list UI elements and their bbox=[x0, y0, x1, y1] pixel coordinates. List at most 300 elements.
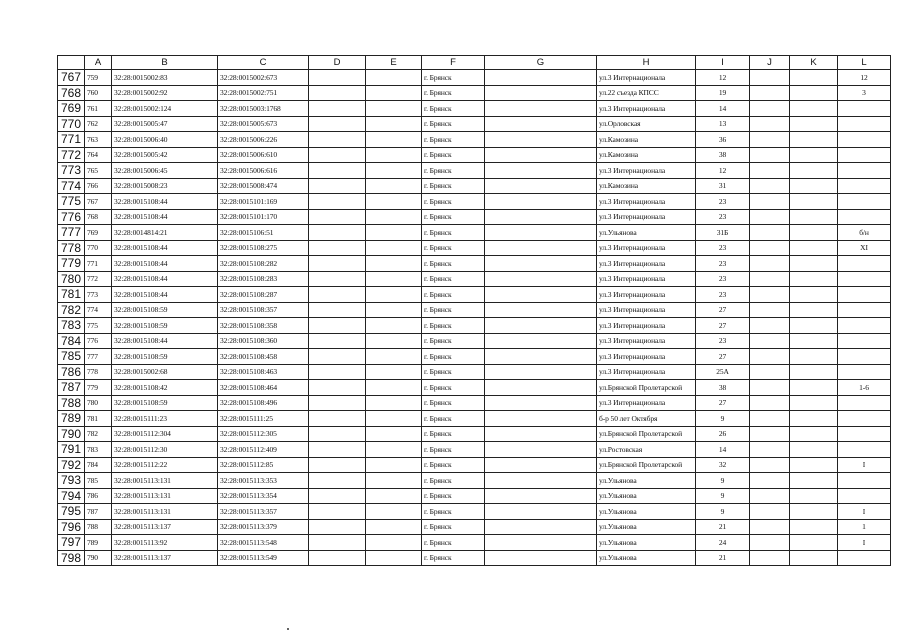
cell-c: 32:28:0015006:226 bbox=[218, 132, 309, 148]
table-row bbox=[58, 364, 891, 380]
cell-g bbox=[485, 488, 597, 504]
table-row bbox=[58, 147, 891, 163]
table-row bbox=[58, 132, 891, 148]
cell-g bbox=[485, 473, 597, 489]
table-row bbox=[58, 380, 891, 396]
cell-a: 772 bbox=[85, 271, 112, 287]
cell-l: XI bbox=[838, 240, 891, 256]
cell-k bbox=[790, 349, 838, 365]
cell-k bbox=[790, 163, 838, 179]
cell-g bbox=[485, 101, 597, 117]
cell-j bbox=[750, 333, 790, 349]
cell-k bbox=[790, 535, 838, 551]
cell-j bbox=[750, 132, 790, 148]
cell-h: ул.Ульянова bbox=[597, 488, 696, 504]
cell-b: 32:28:0015002:124 bbox=[112, 101, 218, 117]
cell-g bbox=[485, 302, 597, 318]
row-number: 773 bbox=[58, 163, 85, 179]
cell-e bbox=[366, 116, 422, 132]
cell-d bbox=[309, 85, 366, 101]
cell-c: 32:28:0015113:354 bbox=[218, 488, 309, 504]
cell-c: 32:28:0015108:282 bbox=[218, 256, 309, 272]
cell-e bbox=[366, 225, 422, 241]
cell-d bbox=[309, 240, 366, 256]
cell-d bbox=[309, 256, 366, 272]
cell-a: 784 bbox=[85, 457, 112, 473]
cell-e bbox=[366, 209, 422, 225]
cell-a: 768 bbox=[85, 209, 112, 225]
row-number: 769 bbox=[58, 101, 85, 117]
cell-l: I bbox=[838, 457, 891, 473]
cell-a: 759 bbox=[85, 70, 112, 86]
cell-b: 32:28:0015113:137 bbox=[112, 519, 218, 535]
cell-i: 31Б bbox=[696, 225, 750, 241]
cell-c: 32:28:0015106:51 bbox=[218, 225, 309, 241]
cell-h: ул.Ульянова bbox=[597, 519, 696, 535]
cell-e bbox=[366, 457, 422, 473]
cell-a: 775 bbox=[85, 318, 112, 334]
cell-l bbox=[838, 116, 891, 132]
cell-f: г. Брянск bbox=[422, 209, 485, 225]
cell-f: г. Брянск bbox=[422, 225, 485, 241]
cell-a: 787 bbox=[85, 504, 112, 520]
cell-a: 767 bbox=[85, 194, 112, 210]
cell-b: 32:28:0015112:22 bbox=[112, 457, 218, 473]
cell-g bbox=[485, 209, 597, 225]
row-number: 793 bbox=[58, 473, 85, 489]
cell-l: 1-6 bbox=[838, 380, 891, 396]
cell-g bbox=[485, 442, 597, 458]
cell-g bbox=[485, 318, 597, 334]
cell-g bbox=[485, 256, 597, 272]
cell-i: 23 bbox=[696, 287, 750, 303]
row-number: 770 bbox=[58, 116, 85, 132]
cell-j bbox=[750, 426, 790, 442]
cell-d bbox=[309, 364, 366, 380]
cell-g bbox=[485, 457, 597, 473]
cell-i: 24 bbox=[696, 535, 750, 551]
cell-c: 32:28:0015108:275 bbox=[218, 240, 309, 256]
cell-a: 788 bbox=[85, 519, 112, 535]
cell-i: 12 bbox=[696, 163, 750, 179]
cell-h: ул.Камозина bbox=[597, 147, 696, 163]
cell-f: г. Брянск bbox=[422, 70, 485, 86]
cell-i: 25А bbox=[696, 364, 750, 380]
cell-j bbox=[750, 302, 790, 318]
cell-f: г. Брянск bbox=[422, 519, 485, 535]
cell-c: 32:28:0015108:458 bbox=[218, 349, 309, 365]
table-row bbox=[58, 535, 891, 551]
cell-j bbox=[750, 349, 790, 365]
cell-d bbox=[309, 132, 366, 148]
cell-k bbox=[790, 504, 838, 520]
cell-k bbox=[790, 194, 838, 210]
cell-d bbox=[309, 411, 366, 427]
cell-i: 31 bbox=[696, 178, 750, 194]
cell-l bbox=[838, 473, 891, 489]
cell-e bbox=[366, 349, 422, 365]
cell-b: 32:28:0015108:44 bbox=[112, 194, 218, 210]
cell-k bbox=[790, 287, 838, 303]
cell-c: 32:28:0015108:464 bbox=[218, 380, 309, 396]
cell-b: 32:28:0015108:44 bbox=[112, 287, 218, 303]
row-number: 788 bbox=[58, 395, 85, 411]
cell-e bbox=[366, 318, 422, 334]
table-row bbox=[58, 349, 891, 365]
cell-k bbox=[790, 256, 838, 272]
cell-h: ул.3 Интернационала bbox=[597, 395, 696, 411]
cell-i: 27 bbox=[696, 318, 750, 334]
row-number: 792 bbox=[58, 457, 85, 473]
cell-i: 9 bbox=[696, 504, 750, 520]
cell-i: 27 bbox=[696, 302, 750, 318]
cell-b: 32:28:0015108:44 bbox=[112, 333, 218, 349]
cell-c: 32:28:0015111:25 bbox=[218, 411, 309, 427]
row-number: 787 bbox=[58, 380, 85, 396]
row-number: 771 bbox=[58, 132, 85, 148]
cell-d bbox=[309, 318, 366, 334]
cell-k bbox=[790, 442, 838, 458]
table-row bbox=[58, 116, 891, 132]
cell-j bbox=[750, 504, 790, 520]
cell-a: 782 bbox=[85, 426, 112, 442]
cell-d bbox=[309, 550, 366, 566]
row-number: 779 bbox=[58, 256, 85, 272]
cell-b: 32:28:0014814:21 bbox=[112, 225, 218, 241]
cell-j bbox=[750, 364, 790, 380]
cell-h: ул.Ульянова bbox=[597, 504, 696, 520]
cell-j bbox=[750, 535, 790, 551]
cell-l bbox=[838, 488, 891, 504]
cell-b: 32:28:0015006:40 bbox=[112, 132, 218, 148]
cell-a: 764 bbox=[85, 147, 112, 163]
cell-e bbox=[366, 85, 422, 101]
cell-c: 32:28:0015113:357 bbox=[218, 504, 309, 520]
cell-e bbox=[366, 163, 422, 179]
table-row bbox=[58, 442, 891, 458]
cell-k bbox=[790, 101, 838, 117]
cell-e bbox=[366, 535, 422, 551]
cell-a: 790 bbox=[85, 550, 112, 566]
table-row bbox=[58, 519, 891, 535]
cell-h: ул.Ульянова bbox=[597, 535, 696, 551]
cell-j bbox=[750, 163, 790, 179]
cell-h: ул.3 Интернационала bbox=[597, 209, 696, 225]
table-row bbox=[58, 256, 891, 272]
cell-f: г. Брянск bbox=[422, 302, 485, 318]
cell-j bbox=[750, 395, 790, 411]
table-row bbox=[58, 271, 891, 287]
cell-e bbox=[366, 240, 422, 256]
cell-f: г. Брянск bbox=[422, 163, 485, 179]
cell-e bbox=[366, 287, 422, 303]
cell-b: 32:28:0015108:59 bbox=[112, 395, 218, 411]
cell-j bbox=[750, 380, 790, 396]
cell-i: 36 bbox=[696, 132, 750, 148]
cell-b: 32:28:0015108:44 bbox=[112, 209, 218, 225]
cell-e bbox=[366, 302, 422, 318]
cell-j bbox=[750, 101, 790, 117]
cell-i: 21 bbox=[696, 519, 750, 535]
cell-f: г. Брянск bbox=[422, 101, 485, 117]
cell-k bbox=[790, 364, 838, 380]
cell-f: г. Брянск bbox=[422, 287, 485, 303]
cell-k bbox=[790, 411, 838, 427]
cell-h: ул.3 Интернационала bbox=[597, 240, 696, 256]
column-header-j: J bbox=[750, 56, 790, 70]
cell-f: г. Брянск bbox=[422, 132, 485, 148]
cell-l bbox=[838, 194, 891, 210]
cell-j bbox=[750, 240, 790, 256]
table-body bbox=[58, 70, 891, 566]
cell-j bbox=[750, 225, 790, 241]
row-number: 783 bbox=[58, 318, 85, 334]
cell-l bbox=[838, 132, 891, 148]
cell-a: 786 bbox=[85, 488, 112, 504]
cell-f: г. Брянск bbox=[422, 194, 485, 210]
cell-c: 32:28:0015113:353 bbox=[218, 473, 309, 489]
cell-c: 32:28:0015108:463 bbox=[218, 364, 309, 380]
cell-i: 27 bbox=[696, 395, 750, 411]
cell-l bbox=[838, 287, 891, 303]
column-header-d: D bbox=[309, 56, 366, 70]
row-number: 767 bbox=[58, 70, 85, 86]
cell-c: 32:28:0015108:287 bbox=[218, 287, 309, 303]
cell-b: 32:28:0015002:92 bbox=[112, 85, 218, 101]
cell-d bbox=[309, 442, 366, 458]
cell-d bbox=[309, 271, 366, 287]
cell-h: ул.Камозина bbox=[597, 178, 696, 194]
cell-g bbox=[485, 364, 597, 380]
cell-a: 760 bbox=[85, 85, 112, 101]
cell-e bbox=[366, 488, 422, 504]
cell-c: 32:28:0015108:496 bbox=[218, 395, 309, 411]
cell-e bbox=[366, 333, 422, 349]
cell-e bbox=[366, 473, 422, 489]
cell-a: 762 bbox=[85, 116, 112, 132]
cell-f: г. Брянск bbox=[422, 271, 485, 287]
cell-i: 23 bbox=[696, 256, 750, 272]
row-number: 774 bbox=[58, 178, 85, 194]
cell-b: 32:28:0015108:42 bbox=[112, 380, 218, 396]
cell-g bbox=[485, 550, 597, 566]
cell-h: ул.3 Интернационала bbox=[597, 302, 696, 318]
cell-f: г. Брянск bbox=[422, 488, 485, 504]
cell-h: ул.3 Интернационала bbox=[597, 364, 696, 380]
cell-e bbox=[366, 442, 422, 458]
cell-a: 763 bbox=[85, 132, 112, 148]
cell-b: 32:28:0015108:44 bbox=[112, 271, 218, 287]
cell-j bbox=[750, 550, 790, 566]
cell-b: 32:28:0015113:137 bbox=[112, 550, 218, 566]
cell-d bbox=[309, 426, 366, 442]
cell-c: 32:28:0015113:548 bbox=[218, 535, 309, 551]
cell-e bbox=[366, 194, 422, 210]
cell-g bbox=[485, 519, 597, 535]
cell-l bbox=[838, 426, 891, 442]
cell-a: 779 bbox=[85, 380, 112, 396]
cell-e bbox=[366, 70, 422, 86]
cell-j bbox=[750, 116, 790, 132]
cell-b: 32:28:0015113:131 bbox=[112, 473, 218, 489]
cell-h: ул.Брянской Пролетарской bbox=[597, 380, 696, 396]
cell-f: г. Брянск bbox=[422, 147, 485, 163]
cell-f: г. Брянск bbox=[422, 318, 485, 334]
cell-c: 32:28:0015101:169 bbox=[218, 194, 309, 210]
cell-k bbox=[790, 70, 838, 86]
cell-l bbox=[838, 550, 891, 566]
cell-e bbox=[366, 256, 422, 272]
cell-d bbox=[309, 178, 366, 194]
column-header-k: K bbox=[790, 56, 838, 70]
cell-j bbox=[750, 473, 790, 489]
cell-g bbox=[485, 225, 597, 241]
column-header-b: B bbox=[112, 56, 218, 70]
cell-g bbox=[485, 178, 597, 194]
cell-k bbox=[790, 333, 838, 349]
cell-k bbox=[790, 85, 838, 101]
cell-g bbox=[485, 333, 597, 349]
cell-k bbox=[790, 519, 838, 535]
row-number: 786 bbox=[58, 364, 85, 380]
cell-h: ул.3 Интернационала bbox=[597, 271, 696, 287]
cell-h: ул.3 Интернационала bbox=[597, 70, 696, 86]
row-number: 776 bbox=[58, 209, 85, 225]
table-row bbox=[58, 194, 891, 210]
cell-i: 13 bbox=[696, 116, 750, 132]
cell-c: 32:28:0015108:358 bbox=[218, 318, 309, 334]
cell-i: 38 bbox=[696, 147, 750, 163]
row-number: 782 bbox=[58, 302, 85, 318]
table-row bbox=[58, 318, 891, 334]
cell-g bbox=[485, 70, 597, 86]
cell-j bbox=[750, 178, 790, 194]
cell-c: 32:28:0015113:379 bbox=[218, 519, 309, 535]
cell-b: 32:28:0015113:92 bbox=[112, 535, 218, 551]
cell-a: 769 bbox=[85, 225, 112, 241]
cell-j bbox=[750, 85, 790, 101]
cell-b: 32:28:0015006:45 bbox=[112, 163, 218, 179]
cell-i: 32 bbox=[696, 457, 750, 473]
cell-a: 780 bbox=[85, 395, 112, 411]
cell-b: 32:28:0015111:23 bbox=[112, 411, 218, 427]
cell-c: 32:28:0015108:357 bbox=[218, 302, 309, 318]
cell-e bbox=[366, 271, 422, 287]
cell-g bbox=[485, 85, 597, 101]
row-number: 796 bbox=[58, 519, 85, 535]
row-number: 791 bbox=[58, 442, 85, 458]
cell-d bbox=[309, 488, 366, 504]
cell-e bbox=[366, 395, 422, 411]
cell-c: 32:28:0015002:673 bbox=[218, 70, 309, 86]
cell-g bbox=[485, 116, 597, 132]
table-row bbox=[58, 333, 891, 349]
cell-g bbox=[485, 240, 597, 256]
row-number: 789 bbox=[58, 411, 85, 427]
cell-k bbox=[790, 116, 838, 132]
cell-l bbox=[838, 318, 891, 334]
cell-h: ул.3 Интернационала bbox=[597, 318, 696, 334]
row-number: 772 bbox=[58, 147, 85, 163]
cell-h: ул.Ульянова bbox=[597, 225, 696, 241]
cell-l bbox=[838, 364, 891, 380]
cell-l bbox=[838, 209, 891, 225]
cell-f: г. Брянск bbox=[422, 395, 485, 411]
spreadsheet-table bbox=[57, 55, 891, 566]
cell-h: ул.22 съезда КПСС bbox=[597, 85, 696, 101]
cell-e bbox=[366, 519, 422, 535]
cell-d bbox=[309, 333, 366, 349]
cell-e bbox=[366, 550, 422, 566]
row-number: 784 bbox=[58, 333, 85, 349]
cell-k bbox=[790, 209, 838, 225]
cell-j bbox=[750, 70, 790, 86]
cell-h: ул.Брянской Пролетарской bbox=[597, 457, 696, 473]
cell-c: 32:28:0015005:673 bbox=[218, 116, 309, 132]
cell-c: 32:28:0015112:305 bbox=[218, 426, 309, 442]
cell-j bbox=[750, 442, 790, 458]
cell-l bbox=[838, 411, 891, 427]
cell-f: г. Брянск bbox=[422, 457, 485, 473]
table-row bbox=[58, 457, 891, 473]
cell-k bbox=[790, 380, 838, 396]
table-row bbox=[58, 85, 891, 101]
cell-j bbox=[750, 318, 790, 334]
cell-i: 26 bbox=[696, 426, 750, 442]
cell-e bbox=[366, 132, 422, 148]
cell-j bbox=[750, 457, 790, 473]
table-row bbox=[58, 240, 891, 256]
cell-c: 32:28:0015112:85 bbox=[218, 457, 309, 473]
cell-l: I bbox=[838, 535, 891, 551]
cell-b: 32:28:0015108:44 bbox=[112, 240, 218, 256]
cell-h: ул.Ульянова bbox=[597, 550, 696, 566]
cell-d bbox=[309, 209, 366, 225]
cell-d bbox=[309, 504, 366, 520]
cell-f: г. Брянск bbox=[422, 240, 485, 256]
cell-i: 9 bbox=[696, 411, 750, 427]
cell-g bbox=[485, 380, 597, 396]
cell-c: 32:28:0015108:360 bbox=[218, 333, 309, 349]
row-number: 794 bbox=[58, 488, 85, 504]
cell-d bbox=[309, 302, 366, 318]
cell-e bbox=[366, 426, 422, 442]
row-number: 778 bbox=[58, 240, 85, 256]
cell-h: ул.3 Интернационала bbox=[597, 194, 696, 210]
row-number: 768 bbox=[58, 85, 85, 101]
cell-b: 32:28:0015002:83 bbox=[112, 70, 218, 86]
cell-e bbox=[366, 101, 422, 117]
cell-g bbox=[485, 147, 597, 163]
cell-c: 32:28:0015002:751 bbox=[218, 85, 309, 101]
cell-g bbox=[485, 132, 597, 148]
cell-j bbox=[750, 519, 790, 535]
cell-l: б/н bbox=[838, 225, 891, 241]
cell-b: 32:28:0015112:30 bbox=[112, 442, 218, 458]
table-row bbox=[58, 70, 891, 86]
column-header-a: A bbox=[85, 56, 112, 70]
cell-h: ул.Ульянова bbox=[597, 473, 696, 489]
cell-j bbox=[750, 488, 790, 504]
cell-f: г. Брянск bbox=[422, 426, 485, 442]
cell-l bbox=[838, 395, 891, 411]
cell-l: 1 bbox=[838, 519, 891, 535]
cell-l bbox=[838, 349, 891, 365]
cell-h: ул.Брянской Пролетарской bbox=[597, 426, 696, 442]
cell-l bbox=[838, 271, 891, 287]
table-row bbox=[58, 287, 891, 303]
cell-k bbox=[790, 240, 838, 256]
